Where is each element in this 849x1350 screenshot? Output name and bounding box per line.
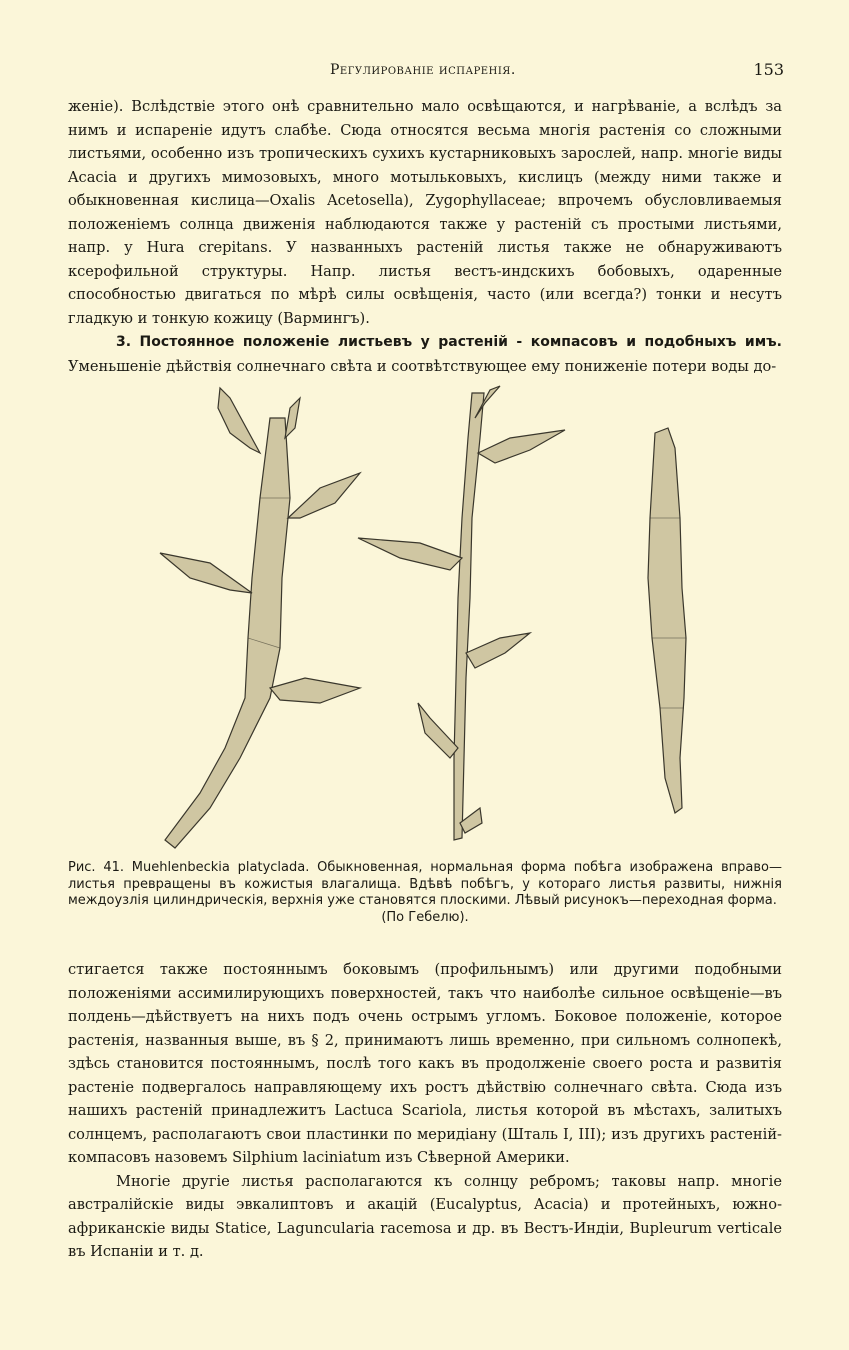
- bottom-paragraph-block: [68, 958, 782, 1264]
- middle-shoot-leaf: [466, 633, 530, 668]
- middle-shoot-leaf: [478, 430, 565, 463]
- caption-credit: (По Гебелю).: [381, 909, 469, 925]
- page-header: [68, 62, 784, 84]
- paragraph-bottom-2: Многіе другіе листья располагаются къ солнцу ребромъ; таковы напр. многіе австралійскіе виды эвкалиптовъ и акацій (Eucalyptus, Acacia) и протейныхъ, южно-африканскіе виды Statice, Laguncularia racemosa и др. въ Вестъ-Индіи, Bupleurum verticale въ Испаніи и т. д.: [68, 1172, 782, 1260]
- left-shoot-leaf: [160, 553, 252, 593]
- left-shoot-leaf: [218, 388, 260, 453]
- left-shoot-stem: [165, 418, 290, 848]
- figure-caption: [68, 860, 782, 926]
- middle-shoot-leaf: [358, 538, 462, 570]
- left-shoot-leaf: [285, 398, 300, 438]
- section-heading: 3. Постоянное положеніе листьевъ у растеній - компасовъ и подобныхъ имъ.: [116, 334, 782, 350]
- running-title: Регулированіе испаренія.: [330, 62, 516, 78]
- paragraph-top: женіе). Вслѣдствіе этого онѣ сравнительно мало освѣщаются, и нагрѣваніе, а вслѣдъ за нимъ и испареніе идутъ слабѣе. Сюда относятся весьма многія растенія со сложными листьями, особенно изъ тропическихъ сухихъ кустарниковыхъ зарослей, напр. многіе виды Acacia и другихъ мимозовыхъ, много мотыльковыхъ, кислицъ (между ними также и обыкновенная кислица—Oxalis Acetosella), Zygophyllaceae; впрочемъ обусловливаемыя положеніемъ солнца движенія наблюдаются также у растеній съ простыми листьями, напр. у Hura crepitans. У названныхъ растеній листья также не обнаруживаютъ ксерофильной структуры. Напр. листья вестъ-индскихъ бобовыхъ, одаренные способностью двигаться по мѣрѣ силы освѣщенія, часто (или всегда?) тонки и несутъ гладкую и тонкую кожицу (Вармингъ).: [68, 98, 782, 327]
- plant-shoots-illustration: [120, 378, 720, 868]
- section-text: Уменьшеніе дѣйствія солнечнаго свѣта и соотвѣтствующее ему пониженіе потери воды до-: [68, 357, 777, 375]
- paragraph-bottom-1: стигается также постояннымъ боковымъ (профильнымъ) или другими подобными положеніями ассимилирующихъ поверхностей, такъ что наиболѣе сильное освѣщеніе—въ полдень—дѣйствуетъ на нихъ подъ очень острымъ угломъ. Боковое положеніе, которое растенія, названныя выше, въ § 2, принимаютъ лишь временно, при сильномъ солнопекѣ, здѣсь становится постояннымъ, послѣ того какъ въ продолженіе своего роста и развитія растеніе подвергалось направляющему ихъ ростъ дѣйствію солнечнаго свѣта. Сюда изъ нашихъ растеній принадлежитъ Lactuca Scariola, листья которой въ мѣстахъ, залитыхъ солнцемъ, располагаютъ свои пластинки по меридіану (Шталь I, III); изъ другихъ растеній-компасовъ назовемъ Silphium laciniatum изъ Сѣверной Америки.: [68, 961, 782, 1166]
- middle-shoot-leaf: [460, 808, 482, 833]
- top-paragraph-block: [68, 95, 782, 378]
- left-shoot-leaf: [270, 678, 360, 703]
- middle-shoot-leaf: [418, 703, 458, 758]
- middle-shoot-stem: [454, 393, 484, 840]
- caption-text: Рис. 41. Muehlenbeckia platyclada. Обыкновенная, нормальная форма побѣга изображена вправо—листья превращены въ кожистыя влагалища. Вдѣвѣ побѣгъ, у котораго листья развиты, нижнія междоузлія цилиндрическія, верхнія уже становятся плоскими. Лѣвый рисунокъ—переходная форма.: [68, 860, 782, 908]
- left-shoot-leaf: [288, 473, 360, 518]
- right-shoot-stem: [648, 428, 686, 813]
- section-heading-line: [68, 330, 782, 378]
- page-number: 153: [753, 60, 784, 79]
